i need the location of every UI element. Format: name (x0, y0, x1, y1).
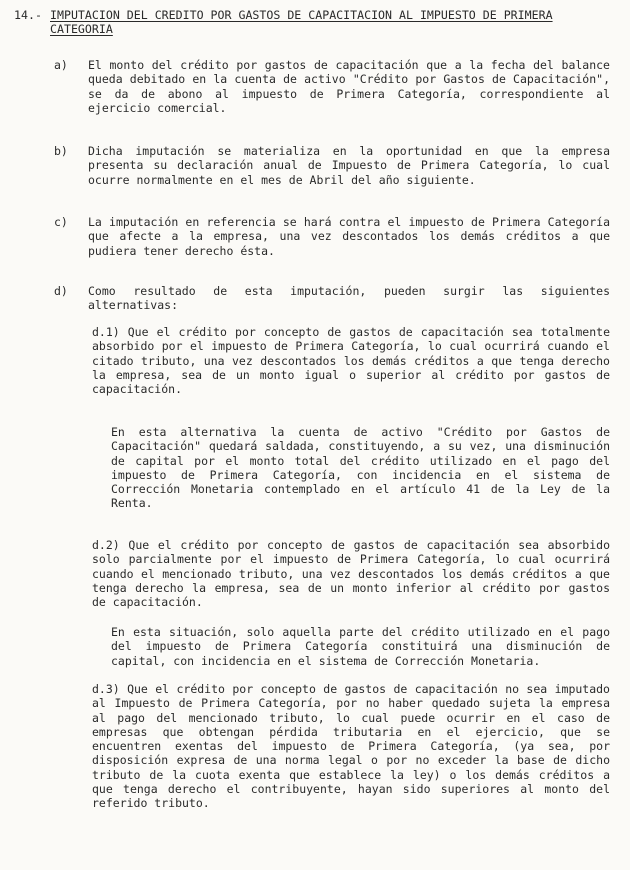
subparagraph-d1 (92, 325, 610, 396)
subparagraph-d2 (92, 538, 610, 609)
paragraph-label: a) (54, 58, 68, 72)
subparagraph-text: En esta alternativa la cuenta de activo "Crédito por Gastos de Capacitación" quedará saldada, constituyendo, a su vez, una disminución de capital por el monto total del crédito utilizado en el pago del impuesto de Primera Categoría, con incidencia en el sistema de Corrección Monetaria contemplado en el artículo 41 de la Ley de la Renta. (111, 425, 610, 511)
paragraph-label: b) (54, 144, 68, 158)
subparagraph-text: d.3) Que el crédito por concepto de gastos de capacitación no sea imputado al Impuesto de Primera Categoría, por no haber quedado sujeta la empresa al pago del mencionado tributo, lo cual puede ocurrir en el caso de empresas que obtengan pérdida tributaria en el ejercicio, que se encuentren exentas del impuesto de Primera Categoría, (ya sea, por disposición expresa de una norma legal o por no exceder la base de dicho tributo de la cuota exenta que establece la ley) o los demás créditos a que tenga derecho el contribuyente, hayan sido superiores al monto del referido tributo. (92, 682, 610, 811)
paragraph-text: Dicha imputación se materializa en la oportunidad en que la empresa presenta su declaración anual de Impuesto de Primera Categoría, lo cual ocurre normalmente en el mes de Abril del año siguiente. (88, 144, 610, 187)
paragraph-text: Como resultado de esta imputación, pueden surgir las siguientes alternativas: (88, 284, 610, 313)
section-number: 14.- (14, 8, 42, 22)
subparagraph-d2-note (111, 625, 610, 668)
section-title: IMPUTACION DEL CREDITO POR GASTOS DE CAPACITACION AL IMPUESTO DE PRIMERA CATEGORIA (50, 8, 553, 36)
paragraph-text: La imputación en referencia se hará contra el impuesto de Primera Categoría que afecte a la empresa, una vez descontados los demás créditos a que pudiera tener derecho ésta. (88, 215, 610, 258)
paragraph-text: El monto del crédito por gastos de capacitación que a la fecha del balance queda debitado en la cuenta de activo "Crédito por Gastos de Capacitación", se da de abono al impuesto de Primera Categoría, correspondiente al ejercicio comercial. (88, 58, 610, 115)
subparagraph-text: En esta situación, solo aquella parte del crédito utilizado en el pago del impuesto de Primera Categoría constituirá una disminución de capital, con incidencia en el sistema de Corrección Monetaria. (111, 625, 610, 668)
subparagraph-text: d.1) Que el crédito por concepto de gastos de capacitación sea totalmente absorbido por el impuesto de Primera Categoría, lo cual ocurrirá cuando el citado tributo, una vez descontados los demás créditos a que tenga derecho la empresa, sea de un monto igual o superior al crédito por gastos de capacitación. (92, 325, 610, 397)
paragraph-label: c) (54, 215, 68, 229)
paragraph-label: d) (54, 284, 68, 298)
subparagraph-d1-note (111, 425, 610, 511)
subparagraph-d3 (92, 682, 610, 811)
subparagraph-text: d.2) Que el crédito por concepto de gastos de capacitación sea absorbido solo parcialmente por el impuesto de Primera Categoría, lo cual ocurrirá cuando el mencionado tributo, una vez descontados los demás créditos a que tenga derecho la empresa, sea de un monto inferior al crédito por gastos de capacitación. (92, 538, 610, 610)
